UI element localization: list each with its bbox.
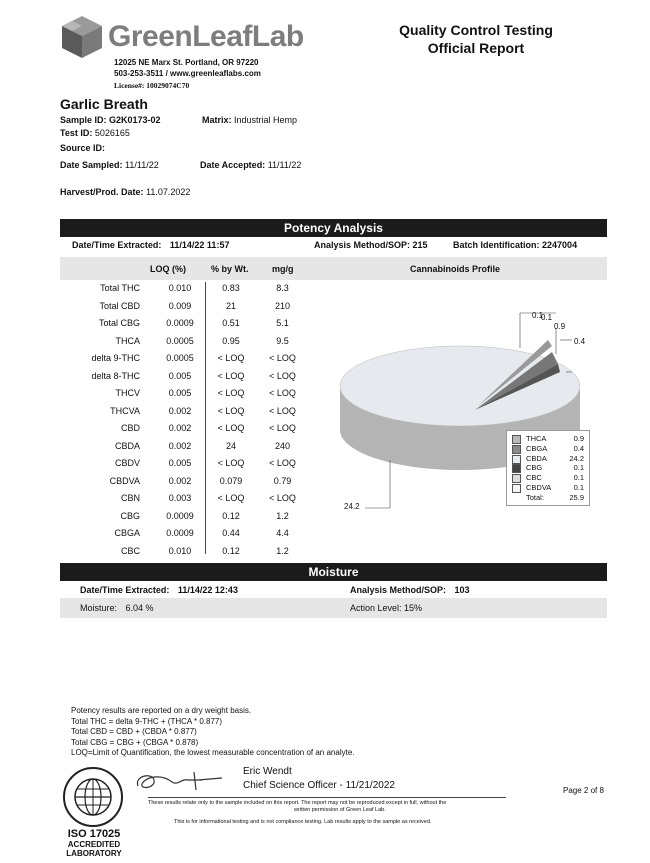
report-subtitle: Official Report (427, 40, 525, 56)
loq-value: 0.003 (168, 493, 192, 503)
analyte-name: Total CBD (99, 300, 140, 311)
pct-value: 0.44 (222, 528, 240, 538)
loq-value: 0.0009 (166, 510, 194, 521)
legend-swatch (512, 435, 521, 444)
moisture-extracted-value: 11/14/22 12:43 (177, 585, 238, 595)
legend-swatch (512, 445, 521, 454)
potency-row (60, 385, 300, 402)
legend-name: CBDA (526, 453, 547, 463)
analyte-name: delta 9-THC (91, 353, 140, 363)
accredited-label: ACCREDITED (67, 840, 121, 849)
pct-value: < LOQ (217, 370, 245, 381)
moisture-value: 6.04 % (125, 603, 154, 613)
moisture-result (80, 603, 154, 613)
harvest-date (60, 187, 190, 197)
mgg-value: 210 (274, 300, 291, 311)
seal-text (62, 766, 124, 828)
sample-id (60, 115, 161, 125)
pct-value: 0.12 (222, 545, 240, 556)
analyte-name: CBDVA (109, 475, 140, 486)
legend-swatch (512, 464, 521, 473)
date-accepted (200, 160, 301, 170)
potency-row (60, 490, 300, 507)
legend-item (512, 454, 584, 463)
moisture-method-value: 103 (454, 585, 470, 595)
pie-label-thca: 0.9 (554, 322, 566, 331)
legend-name: CBG (526, 463, 543, 473)
loq-value: 0.002 (168, 475, 192, 486)
potency-row (60, 525, 300, 542)
analyte-name: THCA (115, 335, 140, 346)
potency-method-label: Analysis Method/SOP: (314, 240, 411, 250)
legend-total-label: Total: (526, 493, 544, 502)
potency-row (60, 333, 300, 350)
loq-value: 0.005 (168, 458, 192, 468)
potency-section-title: Potency Analysis (60, 219, 607, 237)
loq-value: 0.0005 (166, 353, 194, 363)
loq-header: LOQ (%) (150, 264, 186, 274)
pct-value: 21 (225, 300, 236, 311)
pie-label-cbda: 24.2 (344, 502, 360, 511)
potency-row (60, 298, 300, 315)
mgg-value: 5.1 (276, 318, 289, 328)
pct-value: 0.079 (219, 475, 243, 486)
potency-extracted-value: 11/14/22 11:57 (169, 240, 230, 250)
pct-value: 0.95 (222, 335, 240, 346)
matrix-value: Industrial Hemp (234, 115, 298, 125)
signature-icon (132, 766, 232, 796)
pct-value: < LOQ (217, 458, 245, 468)
potency-row (60, 473, 300, 490)
date-sampled (60, 160, 159, 170)
source-id-label: Source ID: (60, 143, 106, 153)
date-sampled-label: Date Sampled: (60, 160, 123, 170)
moisture-method-label: Analysis Method/SOP: (350, 585, 447, 595)
potency-extracted-label: Date/Time Extracted: (72, 240, 162, 250)
analyte-name: CBGA (114, 528, 140, 538)
legend-name: CBC (526, 473, 542, 483)
sample-id-label: Sample ID: (60, 115, 107, 125)
legend-value: 0.1 (573, 483, 584, 492)
mgg-value: 1.2 (276, 545, 289, 556)
loq-value: 0.002 (168, 423, 192, 433)
lab-address: 12025 NE Marx St. Portland, OR 97220 (114, 58, 259, 67)
analyte-name: Total CBG (98, 318, 140, 328)
moisture-extracted-label: Date/Time Extracted: (80, 585, 170, 595)
note-total-thc: Total THC = delta 9-THC + (THCA * 0.877) (71, 716, 223, 726)
legend-name: CBDVA (526, 483, 552, 492)
pct-value: < LOQ (217, 493, 245, 503)
report-title: Quality Control Testing (399, 22, 553, 38)
moisture-extracted (80, 585, 238, 595)
legend-value: 0.4 (573, 443, 584, 453)
potency-row (60, 508, 300, 525)
analyte-name: CBD (120, 423, 140, 433)
legend-total-value: 25.9 (569, 493, 584, 502)
loq-value: 0.0009 (166, 318, 194, 328)
note-loq: LOQ=Limit of Quantification, the lowest measurable concentration of an analyte. (71, 748, 355, 757)
loq-value: 0.002 (168, 405, 192, 416)
pct-value: < LOQ (217, 423, 245, 433)
potency-row (60, 455, 300, 472)
pie-label-cbg: 0.1 (532, 311, 544, 320)
potency-row (60, 438, 300, 455)
action-level-value: 15% (404, 603, 423, 613)
loq-value: 0.005 (168, 388, 192, 398)
potency-header-band (60, 257, 607, 280)
batch-id (453, 240, 577, 250)
pct-value: 24 (225, 440, 236, 451)
matrix-label: Matrix: (202, 115, 232, 125)
lab-license: License#: 10029074C70 (114, 81, 190, 90)
lab-logo (58, 14, 106, 60)
loq-value: 0.010 (168, 545, 192, 556)
analyte-name: Total THC (100, 283, 140, 293)
sample-id-value: G2K0173-02 (109, 115, 161, 125)
legend-item (512, 483, 584, 492)
potency-row (60, 403, 300, 420)
signer-title: Chief Science Officer - 11/21/2022 (243, 780, 395, 791)
pct-value: < LOQ (217, 353, 245, 363)
potency-row (60, 350, 300, 367)
legend-item (512, 434, 584, 443)
note-total-cbg: Total CBG = CBG + (CBGA * 0.878) (71, 737, 199, 747)
footer-divider (148, 797, 506, 798)
pct-value: 0.83 (222, 283, 240, 293)
pct-value: < LOQ (217, 388, 245, 398)
legend-swatch (512, 474, 521, 483)
test-id-label: Test ID: (60, 128, 93, 138)
legend-value: 0.1 (573, 473, 584, 483)
iso-label: ISO 17025 (67, 828, 121, 840)
potency-method-value: 215 (412, 240, 428, 250)
signature (132, 766, 232, 796)
mgg-value: < LOQ (269, 493, 296, 503)
mgg-value: < LOQ (269, 423, 296, 433)
mgg-value: 4.4 (276, 528, 289, 538)
legend-value: 0.9 (573, 434, 584, 443)
potency-row (60, 420, 300, 437)
action-level-label: Action Level: (350, 603, 402, 613)
sample-name: Garlic Breath (60, 96, 148, 112)
lab-contact: 503-253-3511 / www.greenleaflabs.com (114, 69, 261, 78)
table-divider (205, 282, 206, 554)
loq-value: 0.005 (168, 370, 192, 381)
pct-value: 0.12 (222, 510, 240, 521)
date-sampled-value: 11/11/22 (125, 160, 159, 170)
loq-value: 0.009 (168, 300, 192, 311)
loq-value: 0.010 (168, 283, 192, 293)
matrix (202, 115, 297, 125)
potency-row (60, 368, 300, 385)
analyte-name: THCV (115, 388, 140, 398)
mgg-value: 240 (274, 440, 291, 451)
notes (71, 706, 355, 759)
pct-value: < LOQ (217, 405, 245, 416)
note-dry-weight: Potency results are reported on a dry weight basis. (71, 706, 252, 715)
legend-value: 24.2 (569, 453, 584, 463)
mgg-value: 8.3 (276, 283, 289, 293)
profile-header: Cannabinoids Profile (410, 264, 501, 274)
mgg-value: < LOQ (269, 370, 296, 381)
legend-total (512, 493, 584, 502)
batch-value: 2247004 (542, 240, 578, 250)
laboratory-label: LABORATORY (66, 849, 122, 858)
disclaimer-line3: This is for informational testing and is not compliance testing. Lab results apply to the sample as received. (174, 819, 432, 825)
legend-item (512, 444, 584, 453)
loq-value: 0.0009 (166, 528, 194, 538)
mgg-value: < LOQ (269, 458, 296, 468)
analyte-name: CBDA (114, 440, 140, 451)
legend-name: THCA (526, 434, 547, 443)
potency-row (60, 280, 300, 297)
analyte-name: delta 8-THC (91, 370, 140, 381)
potency-extracted (72, 240, 229, 250)
loq-value: 0.002 (168, 440, 192, 451)
lab-name: GreenLeafLab (108, 20, 304, 53)
note-total-cbd: Total CBD = CBD + (CBDA * 0.877) (71, 727, 197, 736)
page-number: Page 2 of 8 (563, 786, 604, 795)
mgg-value: 9.5 (276, 335, 289, 346)
moisture-label: Moisture: (80, 603, 118, 613)
mgg-value: < LOQ (269, 388, 296, 398)
loq-value: 0.0005 (166, 335, 194, 346)
analyte-name: CBC (120, 545, 140, 556)
test-id (60, 128, 130, 138)
harvest-label: Harvest/Prod. Date: (60, 187, 144, 197)
analyte-name: CBDV (114, 458, 140, 468)
mgg-header: mg/g (272, 264, 294, 274)
date-accepted-label: Date Accepted: (200, 160, 266, 170)
legend-item (512, 473, 584, 482)
mgg-value: 1.2 (276, 510, 289, 521)
legend-name: CBGA (526, 443, 548, 453)
pct-header: % by Wt. (211, 264, 249, 274)
date-accepted-value: 11/11/22 (267, 160, 302, 170)
action-level (350, 603, 422, 613)
pct-value: 0.51 (222, 318, 240, 328)
analyte-name: CBN (120, 493, 140, 503)
mgg-value: < LOQ (269, 353, 296, 363)
potency-row (60, 315, 300, 332)
potency-row (60, 543, 300, 560)
legend-value: 0.1 (573, 463, 584, 473)
analyte-name: THCVA (110, 405, 140, 416)
pie-label-cbga: 0.4 (574, 337, 586, 346)
moisture-method (350, 585, 470, 595)
legend-swatch (512, 484, 521, 493)
test-id-value: 5026165 (94, 128, 130, 138)
disclaimer-line1: These results relate only to the sample included on this report. The report may not be reproduced except in full, without the (148, 800, 447, 806)
mgg-value: 0.79 (273, 475, 292, 486)
harvest-value: 11.07.2022 (146, 187, 191, 197)
disclaimer-line2: written permission of Green Leaf Lab. (294, 807, 386, 813)
legend-item (512, 463, 584, 472)
analyte-name: CBG (120, 510, 140, 521)
mgg-value: < LOQ (269, 405, 296, 416)
cube-logo-icon (58, 14, 106, 60)
signer-name: Eric Wendt (243, 766, 292, 777)
moisture-section-title: Moisture (60, 563, 607, 581)
potency-method (314, 240, 428, 250)
batch-label: Batch Identification: (453, 240, 540, 250)
legend-swatch (512, 455, 521, 464)
pie-label-cbdva: 0.1 (541, 313, 553, 322)
